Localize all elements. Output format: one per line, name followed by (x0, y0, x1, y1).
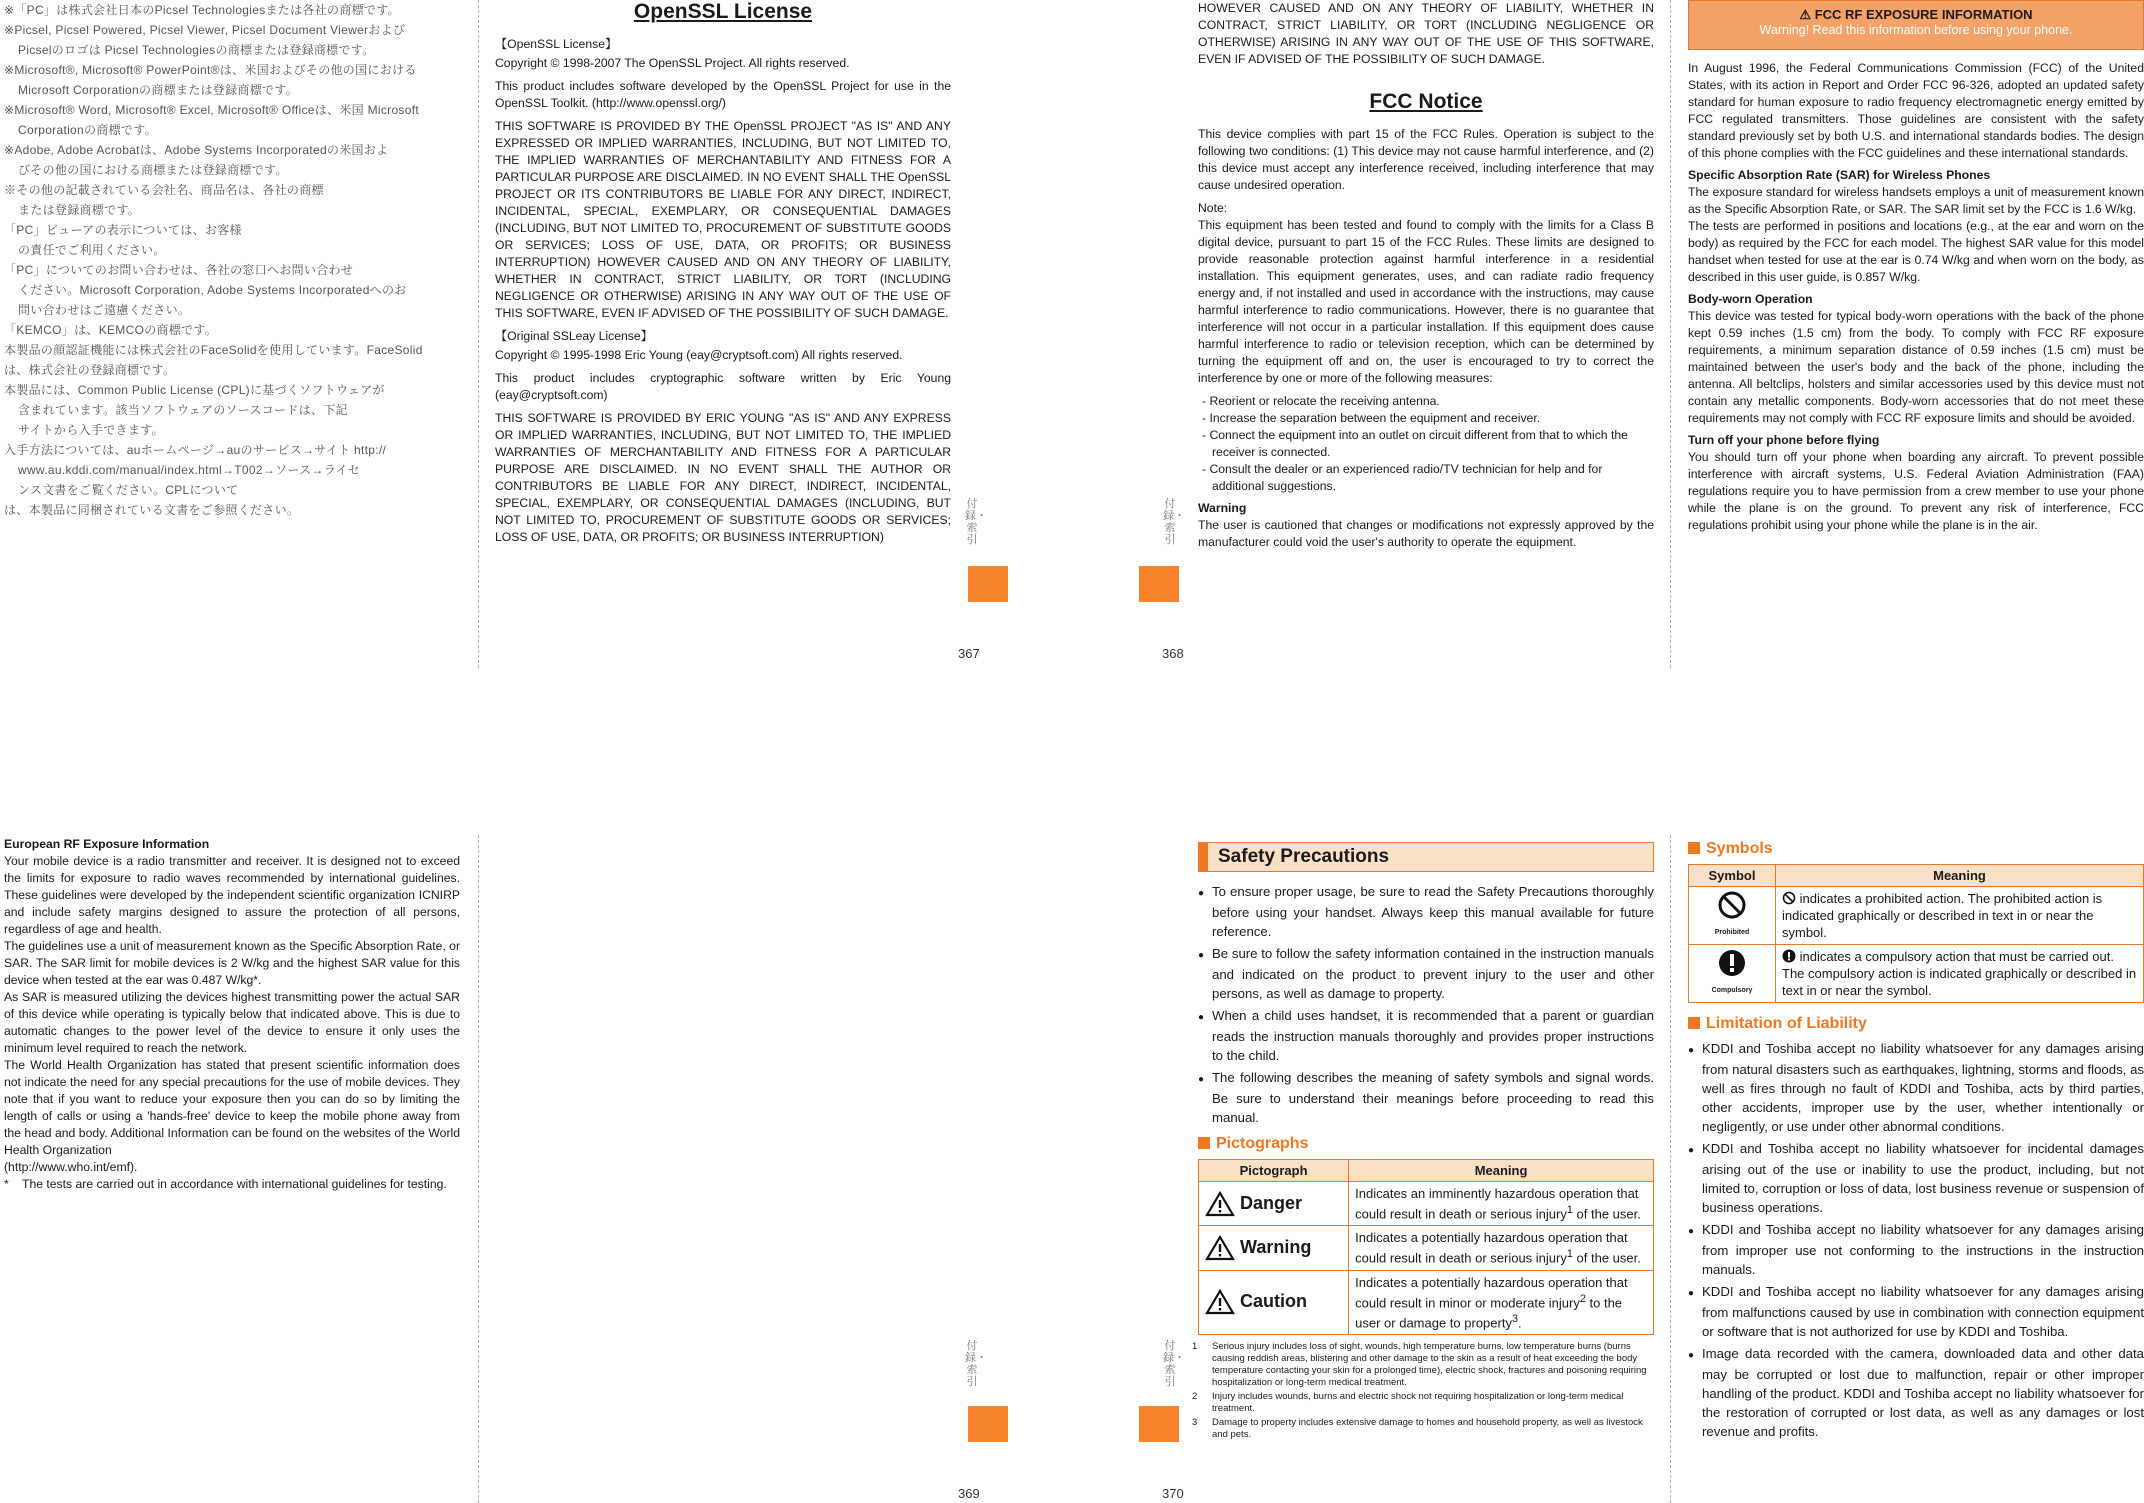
meaning-text: Indicates a potentially hazardous operation that could result in death or serious injury (1355, 1230, 1628, 1266)
banner-subtitle: Warning! Read this information before using your phone. (1759, 23, 2073, 37)
eu-note-text: The tests are carried out in accordance with international guidelines for testing. (22, 1177, 447, 1191)
ssleay-includes: This product includes cryptographic software written by Eric Young (eay@cryptsoft.com) (495, 371, 951, 402)
jp-note-line: Picselのロゴは Picsel Technologiesの商標または登録商標です。 (18, 43, 375, 57)
flying-text: You should turn off your phone when boarding any aircraft. To prevent possible interference with aircraft systems, U.S. Federal Aviation Administration (FAA) regulations require you to have permission from a crew member to use your phone while the plane is on the ground. To prevent any risk of interference, FCC regulations prohibit using your phone while the plane is in the air. (1688, 450, 2144, 532)
eu-p3: As SAR is measured utilizing the devices highest transmitting power the actual SAR of this device while operating is typically below that indicated above. This is due to automatic changes to the power level of the device to ensure it only uses the minimum level required to reach the network. (4, 990, 460, 1055)
fcc-column (1198, 0, 1654, 557)
footnote-number: 3 (1192, 1417, 1198, 1429)
jp-note-line: ※その他の記載されている会社名、商品名は、各社の商標 (4, 183, 324, 197)
jp-note-line: は、本製品に同梱されている文書をご参照ください。 (4, 503, 300, 517)
safety-column (1192, 842, 1654, 1443)
square-icon (1688, 842, 1700, 854)
divider (1670, 835, 1671, 1503)
warning-triangle-icon (1205, 1235, 1235, 1261)
fcc-warning: The user is cautioned that changes or modifications not expressly approved by the manufacturer could void the user's authority to operate the equipment. (1198, 518, 1654, 549)
openssl-includes: This product includes software developed by the OpenSSL Project for use in the OpenSSL Toolkit. (http://www.openssl.org/) (495, 79, 951, 110)
pictograph-meaning-cell (1349, 1270, 1654, 1335)
meaning-tail: of the user. (1572, 1206, 1641, 1222)
openssl-copyright: Copyright © 1998-2007 The OpenSSL Project. All rights reserved. (495, 56, 850, 70)
liability-bullet: ● Image data recorded with the camera, downloaded data and other data may be corrupted or lost due to malfunction, repair or other improper handling of the product. KDDI and Toshiba accept no liability whatsoever for the restoration of corrupted or lost data, as well as any damages or lost revenue and profits. (1688, 1344, 2144, 1441)
safety-bullets (1198, 882, 1654, 1127)
signal-word: Caution (1240, 1291, 1308, 1312)
meaning-col-header: Meaning (1349, 1160, 1654, 1182)
eu-note-mark: * (4, 1177, 9, 1191)
fcc-measures-list (1198, 393, 1654, 495)
fcc-measure-item: - Consult the dealer or an experienced radio/TV technician for help and for additional suggestions. (1202, 462, 1603, 493)
body-worn-text: This device was tested for typical body-worn operations with the back of the phone kept 0.59 inches (1.5 cm) from the body. To comply with FCC RF exposure requirements, a minimum separation distance of 0.59 inches (1.5 cm) must be maintained between the user's body and the back of the phone, including the antenna. All beltclips, holsters and similar accessories used by this device must not contain any metallic components. Body-worn accessories that do not meet these requirements may not comply with FCC RF exposure limits and should be avoided. (1688, 309, 2144, 425)
meaning-tail: of the user. (1572, 1250, 1641, 1266)
fcc-measure-item: - Connect the equipment into an outlet on circuit different from that to which the receiver is connected. (1202, 428, 1628, 459)
liability-bullet: ● KDDI and Toshiba accept no liability whatsoever for any damages arising from improper use not conforming to the instructions in the instruction manuals. (1688, 1220, 2144, 1279)
eu-p1: Your mobile device is a radio transmitter and receiver. It is designed not to exceed the limits for exposure to radio waves recommended by international guidelines. These guidelines were developed by the independent scientific organization ICNIRP and include safety margins designed to assure the protection of all persons, regardless of age and health. (4, 854, 460, 936)
footnote-number: 1 (1192, 1341, 1198, 1353)
jp-note-line: ください。Microsoft Corporation, Adobe Systems Incorporatedへのお (18, 283, 407, 297)
fcc-note-label: Note: (1198, 201, 1228, 215)
liability-bullet: ● KDDI and Toshiba accept no liability whatsoever for any damages arising from malfunctions caused by use in combination with connection equipment or software that is not authorized for use by KDDI and Toshiba. (1688, 1282, 2144, 1341)
compulsory-label: Compulsory (1711, 987, 1753, 994)
eu-column (4, 835, 460, 1199)
prohibited-meaning: indicates a prohibited action. The prohibited action is indicated graphically or described in text in or near the symbol. (1782, 891, 2103, 940)
jp-note-line: ※Adobe, Adobe Acrobatは、Adobe Systems Incorporatedの米国およ (4, 143, 389, 157)
page-number-370: 370 (1162, 1486, 1184, 1501)
jp-note-line: ※「PC」は株式会社日本のPicsel Technologiesまたは各社の商標です。 (4, 3, 400, 17)
warning-triangle-icon (1205, 1191, 1235, 1217)
footnote-text: Serious injury includes loss of sight, wounds, high temperature burns, low temperature burns (burns causing reddish areas, blistering and other damage to the skin as a result of heat exceeding the body temperature contacting your skin for a prolonged time), electric shock, fractures and poisoning requiring hospitalization or long-term medical treatment. (1212, 1341, 1647, 1389)
sar-text-2: The tests are performed in positions and locations (e.g., at the ear and worn on the body) as required by the FCC for each model. The highest SAR value for this model handset when tested for use at the ear is 0.74 W/kg and when worn on the body, as described in this user guide, is 0.857 W/kg. (1688, 219, 2144, 284)
pictograph-meaning-cell (1349, 1226, 1654, 1270)
safety-bullet: ● When a child uses handset, it is recommended that a parent or guardian reads the instruction manuals thoroughly and provides proper instructions to the child. (1198, 1006, 1654, 1065)
rf-intro: In August 1996, the Federal Communications Commission (FCC) of the United States, with its action in Report and Order FCC 96-326, adopted an updated safety standard for human exposure to radio frequency electromagnetic energy emitted by FCC regulated transmitters. Those guidelines are consistent with the safety standard previously set by both U.S. and international standards bodies. The design of this phone complies with the FCC guidelines and these international standards. (1688, 61, 2144, 160)
fcc-measure-text: Reorient or relocate the receiving antenna. (1209, 394, 1440, 408)
footnote (1192, 1391, 1654, 1415)
prohibited-label: Prohibited (1714, 929, 1750, 936)
meaning-text: Indicates a potentially hazardous operation that could result in minor or moderate injury (1355, 1274, 1628, 1310)
side-tab-text: 付録・索引 (965, 498, 987, 546)
warning-triangle-icon (1205, 1289, 1235, 1315)
flying-heading: Turn off your phone before flying (1688, 433, 1880, 447)
jp-note-line: ンス文書をご覧ください。CPLについて (18, 483, 239, 497)
divider (478, 835, 479, 1503)
footnote-text: Injury includes wounds, burns and electric shock not requiring hospitalization or long-term medical treatment. (1212, 1391, 1624, 1415)
jp-note-line: 「PC」についてのお問い合わせは、各社の窓口へお問い合わせ (4, 263, 354, 277)
safety-bullet: ● To ensure proper usage, be sure to read the Safety Precautions thoroughly before using your handset. Always keep this manual available for future reference. (1198, 882, 1654, 941)
fcc-title: FCC Notice (1369, 90, 1483, 113)
sar-heading: Specific Absorption Rate (SAR) for Wireless Phones (1688, 168, 1991, 182)
prohibited-icon (1717, 890, 1747, 920)
side-tab-text: 付録・索引 (1163, 1340, 1185, 1388)
pictograph-cell (1199, 1270, 1349, 1335)
jp-note-line: 「KEMCO」は、KEMCOの商標です。 (4, 323, 218, 337)
pictographs-heading-text: Pictographs (1216, 1135, 1309, 1152)
fcc-measure-text: Connect the equipment into an outlet on circuit different from that to which the receiver is connected. (1209, 428, 1628, 459)
jp-note-line: 入手方法については、auホームページ→auのサービス→サイト http:// (4, 443, 387, 457)
meaning-tail: . (1517, 1315, 1522, 1331)
fcc-rf-banner (1688, 0, 2144, 50)
ssleay-heading: 【Original SSLeay License】 (495, 329, 653, 343)
liability-bullet: ● KDDI and Toshiba accept no liability whatsoever for incidental damages arising out of the use or inability to use the product, including, but not limited to, corruption or loss of data, lost business revenue or suspension of business operations. (1688, 1139, 2144, 1217)
pictograph-meaning-cell (1349, 1182, 1654, 1226)
openssl-heading: 【OpenSSL License】 (495, 37, 618, 51)
symbol-meaning-col-header: Meaning (1776, 865, 2144, 887)
fcc-measure-item: - Reorient or relocate the receiving antenna. (1202, 394, 1440, 408)
symbol-row-compulsory (1689, 945, 2144, 1003)
rf-column (1688, 0, 2144, 540)
side-tab (968, 1406, 1008, 1442)
compulsory-meaning-cell (1776, 945, 2144, 1003)
picto-col-header: Pictograph (1199, 1160, 1349, 1182)
footnote (1192, 1417, 1654, 1441)
jp-note-line: 「PC」ビューアの表示については、お客様 (4, 223, 242, 237)
symbols-table (1688, 864, 2144, 1003)
safety-bullet: ● The following describes the meaning of safety symbols and signal words. Be sure to understand their meanings before proceeding to read this manual. (1198, 1068, 1654, 1127)
fcc-note: This equipment has been tested and found to comply with the limits for a Class B digital device, pursuant to part 15 of the FCC Rules. These limits are designed to provide reasonable protection against harmful interference in a residential installation. This equipment generates, uses, and can radiate radio frequency energy and, if not installed and used in accordance with the instructions, may cause harmful interference to radio communications. However, there is no guarantee that interference will not occur in a particular installation. If this equipment does cause harmful interference to radio or television reception, which can be determined by turning the equipment off and on, the user is encouraged to try to correct the interference by one or more of the following measures: (1198, 218, 1654, 385)
jp-note-line: www.au.kddi.com/manual/index.html→T002→ソース→ライセ (18, 463, 360, 477)
jp-note-line: の責任でご利用ください。 (18, 243, 166, 257)
footnote-ref: 2 (1579, 1292, 1586, 1305)
warning-icon: ⚠ (1799, 7, 1812, 22)
jp-note-line: サイトから入手できます。 (18, 423, 164, 437)
fcc-measure-text: Increase the separation between the equipment and receiver. (1209, 411, 1541, 425)
eu-p4: The World Health Organization has stated that present scientific information does not indicate the need for any special precautions for the use of mobile devices. They note that if you want to reduce your exposure then you can do so by limiting the length of calls or using a 'hands-free' device to keep the mobile phone away from the head and body. Additional Information can be found on the websites of the World Health Organization (4, 1058, 460, 1157)
jp-notes (4, 0, 466, 520)
eu-p2: The guidelines use a unit of measurement known as the Specific Absorption Rate, or SAR. The SAR limit for mobile devices is 2 W/kg and the highest SAR value for this device when tested at the ear was 0.487 W/kg*. (4, 939, 460, 987)
symbols-heading-text: Symbols (1706, 840, 1773, 857)
footnote-number: 2 (1192, 1391, 1198, 1403)
pictograph-row (1199, 1270, 1654, 1335)
jp-note-line: Corporationの商標です。 (18, 123, 157, 137)
jp-note-line: ※Microsoft®, Microsoft® PowerPoint®は、米国およびその他の国における (4, 63, 417, 77)
safety-bullet: ● Be sure to follow the safety information contained in the instruction manuals and indicated on the product to prevent injury to the user and other persons, as well as damage to property. (1198, 944, 1654, 1003)
fcc-continued: HOWEVER CAUSED AND ON ANY THEORY OF LIABILITY, WHETHER IN CONTRACT, STRICT LIABILITY, OR TORT (INCLUDING NEGLIGENCE OR OTHERWISE) ARISING IN ANY WAY OUT OF THE USE OF THIS SOFTWARE, EVEN IF ADVISED OF THE POSSIBILITY OF SUCH DAMAGE. (1198, 1, 1654, 66)
divider (1670, 0, 1671, 668)
jp-note-line: 含まれています。該当ソフトウェアのソースコードは、下記 (18, 403, 348, 417)
pictograph-row (1199, 1182, 1654, 1226)
symbols-column (1688, 838, 2144, 1444)
signal-word: Warning (1240, 1236, 1312, 1257)
pictograph-cell (1199, 1226, 1349, 1270)
meaning-text: Indicates an imminently hazardous operation that could result in death or serious injury (1355, 1186, 1639, 1222)
side-tab (968, 566, 1008, 602)
liability-bullets (1688, 1039, 2144, 1441)
sar-text-1: The exposure standard for wireless handsets employs a unit of measurement known as the Specific Absorption Rate, or SAR. The SAR limit set by the FCC is 1.6 W/kg. (1688, 185, 2144, 216)
side-tab-text: 付録・索引 (965, 1340, 987, 1388)
footnote-text: Damage to property includes extensive damage to homes and household property, as well as livestock and pets. (1212, 1417, 1643, 1441)
signal-word: Danger (1240, 1192, 1303, 1213)
jp-note-line: 本製品には、Common Public License (CPL)に基づくソフトウェアが (4, 383, 385, 397)
footnote-ref: 1 (1566, 1204, 1573, 1216)
liability-heading-text: Limitation of Liability (1706, 1015, 1867, 1032)
symbol-col-header: Symbol (1689, 865, 1776, 887)
eu-note (4, 1176, 460, 1193)
jp-note-line: びその他の国における商標または登録商標です。 (18, 163, 288, 177)
pictographs-table (1198, 1159, 1654, 1335)
pictographs-heading (1198, 1135, 1654, 1153)
fcc-body: This device complies with part 15 of the FCC Rules. Operation is subject to the following two conditions: (1) This device may not cause harmful interference, and (2) this device must accept any interference received, including interference that may cause undesired operation. (1198, 127, 1654, 192)
compulsory-icon (1782, 949, 1796, 963)
square-icon (1688, 1017, 1700, 1029)
eu-title: European RF Exposure Information (4, 837, 210, 851)
symbol-row-prohibited (1689, 887, 2144, 945)
fcc-warning-label: Warning (1198, 501, 1247, 515)
jp-notes-column (4, 0, 466, 520)
divider (478, 0, 479, 668)
fcc-measure-item: - Increase the separation between the equipment and receiver. (1202, 411, 1541, 425)
safety-title: Safety Precautions (1198, 842, 1654, 872)
openssl-disclaimer: THIS SOFTWARE IS PROVIDED BY THE OpenSSL PROJECT "AS IS" AND ANY EXPRESSED OR IMPLIED WARRANTIES, INCLUDING, BUT NOT LIMITED TO, THE IMPLIED WARRANTIES OF MERCHANTABILITY AND FITNESS FOR A PARTICULAR PURPOSE ARE DISCLAIMED. IN NO EVENT SHALL THE OpenSSL PROJECT OR ITS CONTRIBUTORS BE LIABLE FOR ANY DIRECT, INDIRECT, INCIDENTAL, SPECIAL, EXEMPLARY, OR CONSEQUENTIAL DAMAGES (INCLUDING, BUT NOT LIMITED TO, PROCUREMENT OF SUBSTITUTE GOODS OR SERVICES; LOSS OF USE, DATA, OR PROFITS; OR BUSINESS INTERRUPTION) HOWEVER CAUSED AND ON ANY THEORY OF LIABILITY, WHETHER IN CONTRACT, STRICT LIABILITY, OR TORT (INCLUDING NEGLIGENCE OR OTHERWISE) ARISING IN ANY WAY OUT OF THE USE OF THIS SOFTWARE, EVEN IF ADVISED OF THE POSSIBILITY OF SUCH DAMAGE. (495, 119, 951, 320)
side-tab-text: 付録・索引 (1163, 498, 1185, 546)
eu-url: (http://www.who.int/emf). (4, 1160, 138, 1174)
meaning-tail: to the user or damage to property (1355, 1294, 1623, 1331)
openssl-column (495, 0, 951, 552)
openssl-title: OpenSSL License (633, 0, 813, 23)
page-number-368: 368 (1162, 646, 1184, 661)
side-tab (1139, 566, 1179, 602)
footnote (1192, 1341, 1654, 1389)
prohibited-symbol-cell (1689, 887, 1776, 945)
jp-note-line: ※Microsoft® Word, Microsoft® Excel, Microsoft® Officeは、米国 Microsoft (4, 103, 419, 117)
page-number-369: 369 (958, 1486, 980, 1501)
side-tab (1139, 1406, 1179, 1442)
ssleay-copyright: Copyright © 1995-1998 Eric Young (eay@cryptsoft.com) All rights reserved. (495, 348, 903, 362)
square-icon (1198, 1137, 1210, 1149)
body-worn-heading: Body-worn Operation (1688, 292, 1813, 306)
symbols-heading (1688, 840, 2144, 858)
prohibited-icon (1782, 891, 1796, 905)
safety-footnotes (1192, 1341, 1654, 1441)
banner-title: FCC RF EXPOSURE INFORMATION (1814, 7, 2033, 22)
compulsory-meaning: indicates a compulsory action that must be carried out. The compulsory action is indicated graphically or described in text in or near the symbol. (1782, 949, 2137, 998)
prohibited-meaning-cell (1776, 887, 2144, 945)
footnote-ref: 3 (1511, 1312, 1518, 1325)
pictograph-row (1199, 1226, 1654, 1270)
jp-note-line: ※Picsel, Picsel Powered, Picsel Viewer, Picsel Document Viewerおよび (4, 23, 406, 37)
page-number-367: 367 (958, 646, 980, 661)
liability-bullet: ● KDDI and Toshiba accept no liability whatsoever for any damages arising from natural disasters such as earthquakes, lightning, storms and floods, as well as fires through no fault of KDDI and Toshiba, acts by third parties, other accidents, improper use by the user, whether intentionally or negligently, or use under other abnormal conditions. (1688, 1039, 2144, 1136)
compulsory-icon (1717, 948, 1747, 978)
jp-note-line: または登録商標です。 (18, 203, 141, 217)
jp-note-line: 本製品の顔認証機能には株式会社のFaceSolidを使用しています。FaceSolid (4, 343, 423, 357)
fcc-measure-text: Consult the dealer or an experienced radio/TV technician for help and for additional suggestions. (1209, 462, 1603, 493)
jp-note-line: は、株式会社の登録商標です。 (4, 363, 176, 377)
liability-heading (1688, 1015, 2144, 1033)
compulsory-symbol-cell (1689, 945, 1776, 1003)
jp-note-line: Microsoft Corporationの商標または登録商標です。 (18, 83, 298, 97)
pictograph-cell (1199, 1182, 1349, 1226)
jp-note-line: 問い合わせはご遠慮ください。 (18, 303, 191, 317)
footnote-ref: 1 (1566, 1248, 1573, 1261)
ssleay-disclaimer: THIS SOFTWARE IS PROVIDED BY ERIC YOUNG "AS IS" AND ANY EXPRESS OR IMPLIED WARRANTIES, INCLUDING, BUT NOT LIMITED TO, THE IMPLIED WARRANTIES OF MERCHANTABILITY AND FITNESS FOR A PARTICULAR PURPOSE ARE DISCLAIMED. IN NO EVENT SHALL THE AUTHOR OR CONTRIBUTORS BE LIABLE FOR ANY DIRECT, INDIRECT, INCIDENTAL, SPECIAL, EXEMPLARY, OR CONSEQUENTIAL DAMAGES (INCLUDING, BUT NOT LIMITED TO, PROCUREMENT OF SUBSTITUTE GOODS OR SERVICES; LOSS OF USE, DATA, OR PROFITS; OR BUSINESS INTERRUPTION) (495, 411, 951, 544)
